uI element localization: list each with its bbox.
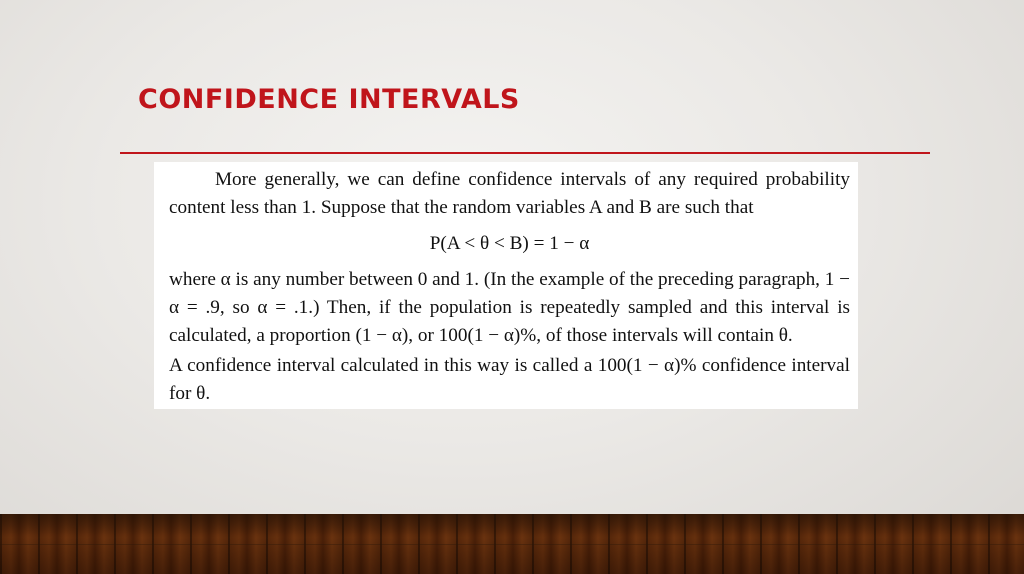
excerpt-body-paragraph: where α is any number between 0 and 1. (In the example of the preceding paragraph, 1 − α = .9, so α = .1.) Then, if the population is repeatedly sampled and this interval is calculated, a proportion (1 − α), or 100(1 − α)%, of those intervals will contain θ. [169, 269, 850, 346]
wood-floor-seam [0, 544, 1024, 545]
title-underline [120, 152, 930, 154]
textbook-excerpt-image [154, 162, 858, 409]
excerpt-equation: P(A < θ < B) = 1 − α [429, 233, 590, 254]
excerpt-intro-paragraph: More generally, we can define confidence intervals of any required probability content less than 1. Suppose that the random variables A and B are such that [169, 169, 850, 218]
excerpt-conclusion-paragraph: A confidence interval calculated in this way is called a 100(1 − α)% confidence interval for θ. [169, 355, 850, 404]
slide-title: CONFIDENCE INTERVALS [138, 84, 520, 115]
